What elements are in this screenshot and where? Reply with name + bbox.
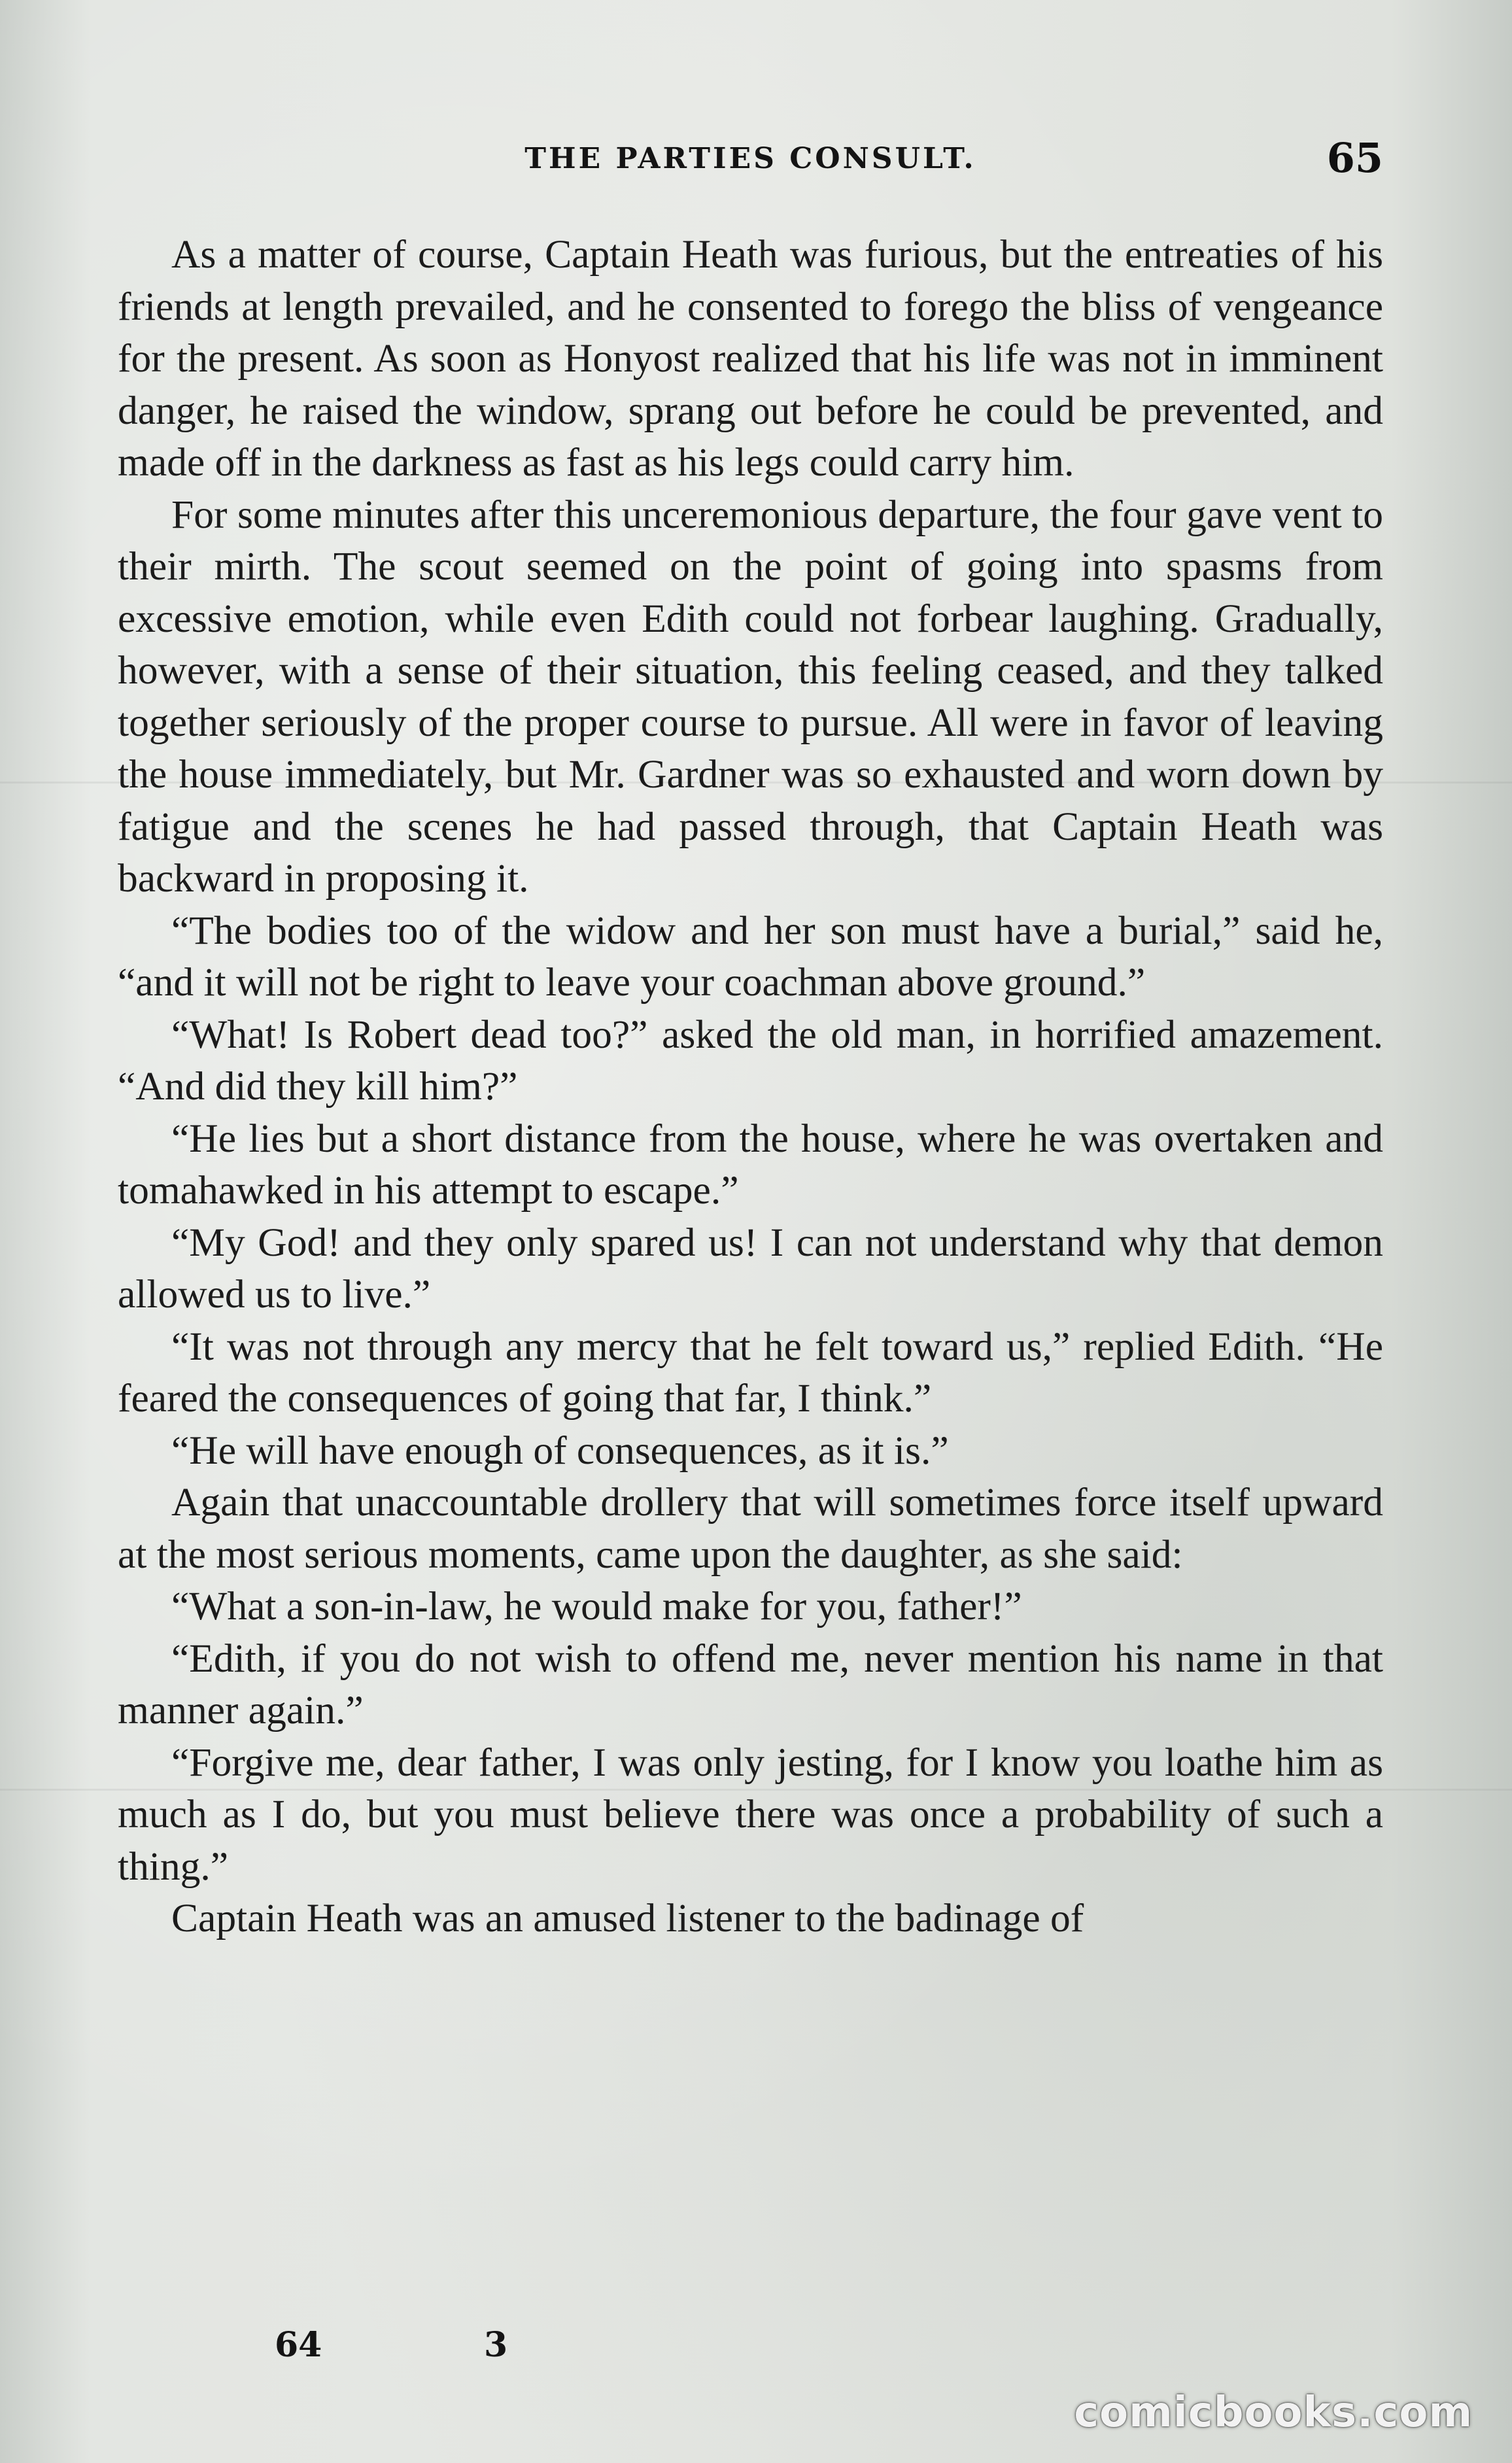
paragraph: “It was not through any mercy that he felt toward us,” replied Edith. “He feared the consequences of going that far, I think.” — [118, 1324, 1383, 1421]
watermark: comicbooks.com — [1074, 2388, 1473, 2437]
paragraph: As a matter of course, Captain Heath was furious, but the entreaties of his friends at length prevailed, and he consented to forego the bliss of vengeance for the present. As soon as Honyost realized that his life was not in imminent danger, he raised the window, sprang out before he could be prevented, and made off in the darkness as fast as his legs could carry him. — [118, 232, 1383, 485]
page-header — [118, 134, 1383, 186]
folio-number: 64 — [275, 2325, 322, 2365]
paragraph: Captain Heath was an amused listener to the badinage of — [171, 1896, 1084, 1940]
paragraph: “My God! and they only spared us! I can not understand why that demon allowed us to live.” — [118, 1220, 1383, 1317]
paragraph: “He will have enough of consequences, as it is.” — [171, 1428, 949, 1473]
body-text — [118, 229, 1383, 1945]
paragraph: “He lies but a short distance from the house, where he was overtaken and tomahawked in his attempt to escape.” — [118, 1116, 1383, 1213]
running-title: THE PARTIES CONSULT. — [524, 142, 976, 175]
page-number: 65 — [1326, 134, 1383, 182]
paragraph: “Forgive me, dear father, I was only jesting, for I know you loathe him as much as I do, but you must believe there was once a probability of such a thing.” — [118, 1740, 1383, 1889]
signature-mark: 3 — [484, 2325, 508, 2365]
paragraph: Again that unaccountable drollery that will sometimes force itself upward at the most serious moments, came upon the daughter, as she said: — [118, 1480, 1383, 1577]
page-footer — [275, 2325, 602, 2384]
paragraph: “What a son-in-law, he would make for you, father!” — [171, 1584, 1022, 1628]
paragraph: “Edith, if you do not wish to offend me, never mention his name in that manner again.” — [118, 1636, 1383, 1732]
paragraph: “The bodies too of the widow and her son must have a burial,” said he, “and it will not be right to leave your coachman above ground.” — [118, 908, 1383, 1005]
paragraph: For some minutes after this unceremonious departure, the four gave vent to their mirth. The scout seemed on the point of going into spasms from excessive emotion, while even Edith could not forbear laughing. Gradually, however, with a sense of their situation, this feeling ceased, and they talked together seriously of the proper course to pursue. All were in favor of leaving the house immediately, but Mr. Gardner was so exhausted and worn down by fatigue and the scenes he had passed through, that Captain Heath was backward in proposing it. — [118, 492, 1383, 901]
paragraph: “What! Is Robert dead too?” asked the old man, in horrified amazement. “And did they kill him?” — [118, 1012, 1383, 1109]
